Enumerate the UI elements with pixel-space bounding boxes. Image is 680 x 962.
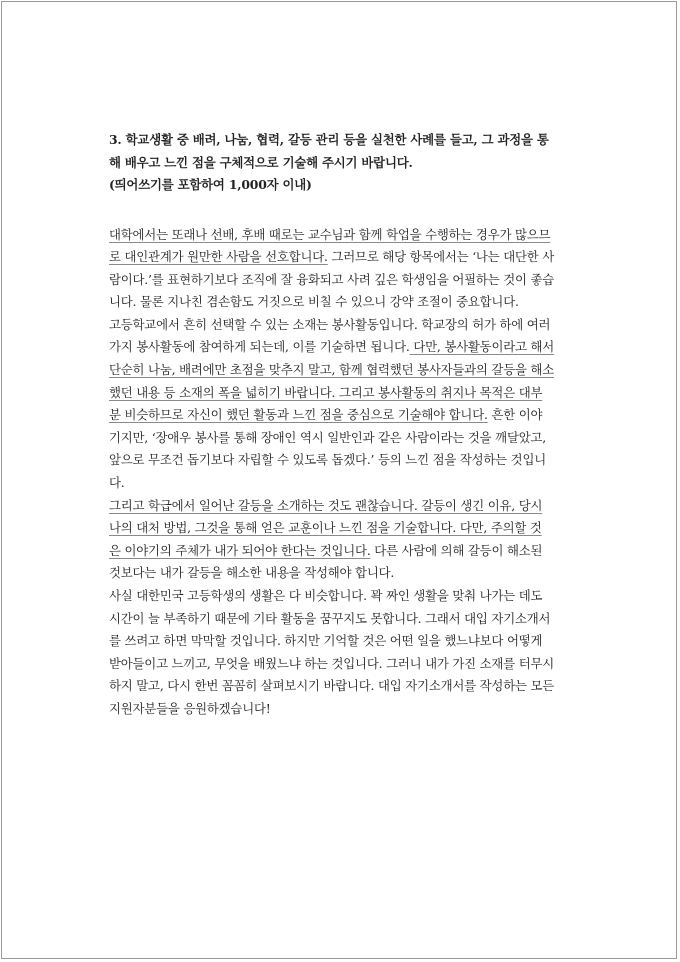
answer-line — [109, 608, 587, 631]
answer-text: 람이다.’를 표현하기보다 조직에 잘 융화되고 사려 깊은 학생임을 어필하는 것이 좋습 — [109, 271, 555, 287]
answer-text: 를 쓰려고 하면 막막할 것입니다. 하지만 기억할 것은 어떤 일을 했느냐보다 어떻게 — [109, 633, 543, 649]
answer-text: 지원자분들을 응원하겠습니다! — [109, 700, 271, 716]
answer-line — [109, 630, 587, 653]
question-line-1: 3. 학교생활 중 배려, 나눔, 협력, 갈등 관리 등을 실천한 사례를 들고, 그 과정을 통 — [109, 132, 549, 147]
answer-text: 시간이 늘 부족하기 때문에 기타 활동을 꿈꾸지도 못합니다. 그래서 대입 자기소개서 — [109, 610, 551, 626]
answer-line — [109, 269, 587, 292]
answer-line — [109, 653, 587, 676]
question-line-2: 해 배우고 느낀 점을 구체적으로 기술해 주시기 바랍니다. — [109, 154, 413, 170]
underlined-text: 단순히 나눔, 배려에만 초점을 맞추지 말고, 함께 협력했던 봉사자들과의 갈등을 해소 — [109, 362, 555, 378]
underlined-text: 대학에서는 또래나 선배, 후배 때로는 교수님과 함께 학업을 수행하는 경우가 많으므 — [109, 226, 551, 242]
answer-line — [109, 427, 587, 450]
answer-line — [109, 404, 587, 427]
answer-line — [109, 359, 587, 382]
answer-body — [109, 224, 587, 721]
answer-line — [109, 698, 587, 721]
answer-line — [109, 562, 587, 585]
answer-text: 사실 대한민국 고등학생의 생활은 다 비슷합니다. 꽉 짜인 생활을 맞춰 나가는 데도 — [109, 588, 543, 603]
underlined-text: 했던 내용 등 소재의 폭을 넓히기 바랍니다. 그리고 봉사활동의 취지나 목적은 대부 — [109, 384, 543, 400]
answer-line — [109, 224, 587, 247]
document-content — [109, 129, 587, 721]
answer-text: 다른 사람에 의해 갈등이 해소된 — [370, 542, 543, 558]
answer-line — [109, 540, 587, 563]
answer-line — [109, 449, 587, 472]
character-limit-note: (띄어쓰기를 포함하여 1,000자 이내) — [109, 177, 312, 192]
answer-text: 받아들이고 느끼고, 무엇을 배웠느냐 하는 것입니다. 그러니 내가 가진 소재를 터무시 — [109, 655, 555, 671]
answer-text: 앞으로 무조건 돕기보다 자립할 수 있도록 돕겠다.’ 등의 느낀 점을 작성하는 것입니 — [109, 452, 546, 468]
answer-line — [109, 382, 587, 405]
answer-line — [109, 291, 587, 314]
underlined-text: 나의 대처 방법, 그것을 통해 얻은 교훈이나 느낀 점을 기술합니다. 다만, 주의할 것 — [109, 520, 542, 536]
underlined-text: 은 이야기의 주체가 내가 되어야 한다는 것입니다. — [109, 542, 371, 558]
answer-line — [109, 336, 587, 359]
underlined-text: 그리고 학급에서 일어난 갈등을 소개하는 것도 괜찮습니다. 갈등이 생긴 이유, 당시 — [109, 497, 543, 513]
answer-text: 하지 말고, 다시 한번 꼼꼼히 살펴보시기 바랍니다. 대입 자기소개서를 작성하는 모든 — [109, 678, 555, 694]
answer-text: 흔한 이야 — [487, 407, 543, 423]
answer-text: 다. — [109, 475, 125, 491]
underlined-text: 분 비슷하므로 자신이 했던 활동과 느낀 점을 중심으로 기술해야 합니다. — [109, 407, 488, 423]
answer-line — [109, 675, 587, 698]
underlined-text: 다만, 봉사활동이라고 해서 — [409, 339, 555, 355]
answer-text: 그러므로 해당 항목에서는 ‘나는 대단한 사 — [327, 249, 555, 265]
answer-line — [109, 314, 587, 337]
answer-text: 가지 봉사활동에 참여하게 되는데, 이를 기술하면 됩니다. — [109, 339, 410, 355]
answer-line — [109, 472, 587, 495]
document-page — [1, 1, 677, 959]
answer-text: 것보다는 내가 갈등을 해소한 내용을 작성해야 합니다. — [109, 565, 395, 581]
underlined-text: 로 대인관계가 원만한 사람을 선호합니다. — [109, 249, 328, 265]
answer-text: 니다. 물론 지나친 겸손함도 거짓으로 비칠 수 있으니 강약 조절이 중요합니다. — [109, 294, 519, 310]
question-heading — [109, 129, 587, 174]
answer-text: 고등학교에서 흔히 선택할 수 있는 소재는 봉사활동입니다. 학교장의 허가 하에 여러 — [109, 316, 551, 332]
answer-line — [109, 517, 587, 540]
answer-line — [109, 246, 587, 269]
answer-text: 기지만, ‘장애우 봉사를 통해 장애인 역시 일반인과 같은 사람이라는 것을 깨달았고, — [109, 429, 546, 445]
answer-line — [109, 495, 587, 518]
answer-line — [109, 585, 587, 608]
